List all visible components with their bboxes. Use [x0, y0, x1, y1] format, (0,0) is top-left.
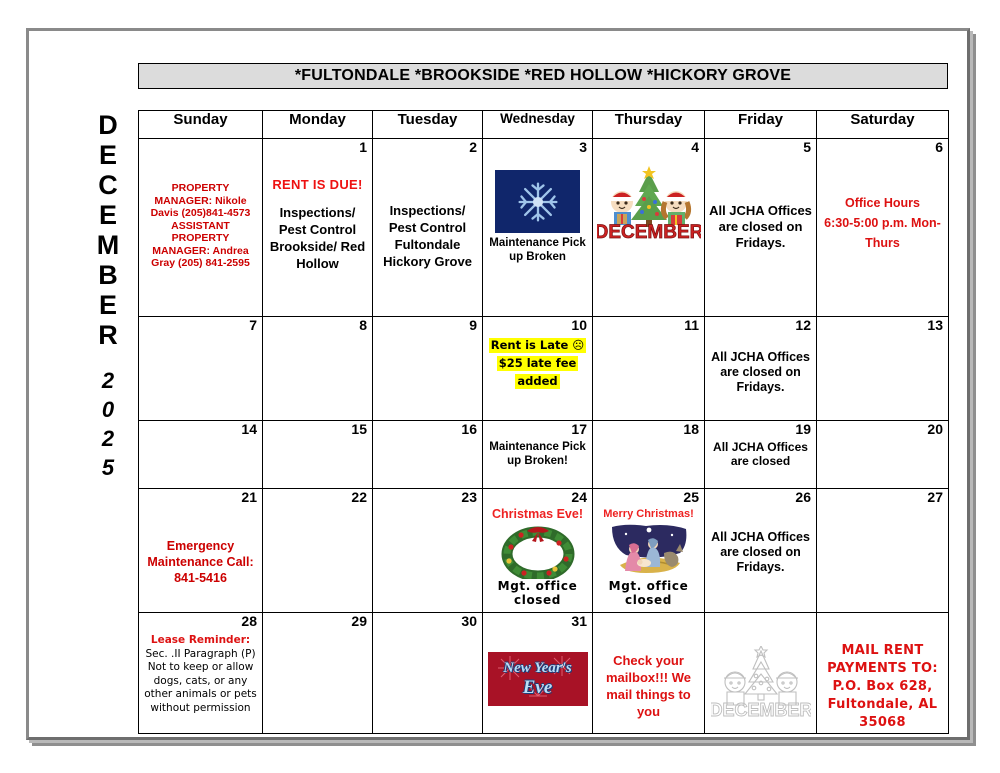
locations-banner [138, 63, 948, 89]
month-letter: E [98, 140, 117, 170]
rent-due-note: RENT IS DUE! [272, 177, 363, 192]
day-cell-19[interactable] [705, 421, 817, 489]
weekday-header-tuesday: Tuesday [373, 111, 483, 139]
calendar-week-row [139, 421, 949, 489]
day-number: 12 [795, 317, 811, 333]
lease-reminder-heading: Lease Reminder: [150, 634, 251, 646]
weekday-header-row [139, 111, 949, 139]
month-letter: M [96, 230, 120, 260]
office-closed-note: All JCHA Offices are closed on Fridays. [711, 530, 810, 574]
year-digit: 2 [101, 368, 115, 393]
day-number: 4 [691, 139, 699, 155]
december-christmas-clipart [597, 166, 701, 242]
rent-late-highlight-note [483, 334, 592, 390]
day-cell-blank-friday[interactable] [705, 613, 817, 734]
month-letter: E [98, 200, 117, 230]
month-letter: B [98, 260, 118, 290]
day-cell-26[interactable] [705, 489, 817, 613]
day-number [705, 613, 816, 630]
day-number: 17 [571, 421, 587, 437]
day-number: 28 [241, 613, 257, 629]
mgt-office-closed-note: Mgt. office closed [608, 579, 689, 607]
day-cell-empty[interactable] [139, 139, 263, 317]
property-manager-contact: PROPERTY MANAGER: Nikole Davis (205)841-4573 ASSISTANT PROPERTY MANAGER: Andrea Gray (205) 841-2595 [150, 182, 251, 269]
day-number: 24 [571, 489, 587, 505]
day-cell-10[interactable] [483, 317, 593, 421]
office-hours-note [817, 156, 948, 253]
rent-late-line-2: $25 late fee [498, 356, 577, 370]
day-cell-27[interactable] [817, 489, 949, 613]
weekday-header-thursday: Thursday [593, 111, 705, 139]
christmas-wreath-icon [497, 523, 579, 579]
day-number: 3 [579, 139, 587, 155]
day-number: 29 [351, 613, 367, 629]
day-number: 16 [461, 421, 477, 437]
day-number: 26 [795, 489, 811, 505]
maintenance-note: Maintenance Pick up Broken [489, 237, 586, 263]
day-cell-21[interactable] [139, 489, 263, 613]
month-letter: E [98, 290, 117, 320]
day-cell-blank-saturday[interactable] [817, 613, 949, 734]
day-number [593, 613, 704, 630]
day-number: 20 [927, 421, 943, 437]
day-number: 2 [469, 139, 477, 155]
day-cell-23[interactable] [373, 489, 483, 613]
snowflake-icon [495, 170, 580, 233]
day-cell-11[interactable] [593, 317, 705, 421]
day-number: 31 [571, 613, 587, 629]
emergency-maintenance-note: Emergency Maintenance Call: 841-5416 [147, 539, 254, 585]
office-closed-note: All JCHA Offices are closed [713, 440, 808, 468]
office-hours-value: 6:30-5:00 p.m. Mon-Thurs [824, 216, 941, 250]
month-letter: R [98, 320, 118, 350]
day-cell-4[interactable] [593, 139, 705, 317]
locations-banner-text: *FULTONDALE *BROOKSIDE *RED HOLLOW *HICKORY GROVE [294, 67, 792, 84]
day-cell-9[interactable] [373, 317, 483, 421]
day-cell-22[interactable] [263, 489, 373, 613]
day-cell-15[interactable] [263, 421, 373, 489]
nye-line-1: New Year's [503, 660, 572, 676]
calendar-week-row [139, 489, 949, 613]
calendar-grid [138, 110, 949, 734]
day-number: 5 [803, 139, 811, 155]
day-number: 7 [249, 317, 257, 333]
day-cell-18[interactable] [593, 421, 705, 489]
calendar-week-row [139, 317, 949, 421]
office-hours-title: Office Hours [844, 196, 920, 210]
inspection-note: Inspections/ Pest Control Fultondale Hickory Grove [383, 203, 472, 269]
nye-line-2: Eve [522, 677, 553, 698]
rent-late-line-3: added [517, 374, 558, 388]
weekday-header-saturday: Saturday [817, 111, 949, 139]
day-number: 22 [351, 489, 367, 505]
day-cell-8[interactable] [263, 317, 373, 421]
weekday-header-wednesday: Wednesday [483, 111, 593, 139]
day-number: 30 [461, 613, 477, 629]
day-cell-6[interactable] [817, 139, 949, 317]
day-cell-17[interactable] [483, 421, 593, 489]
month-letter: D [98, 110, 118, 140]
day-cell-28[interactable] [139, 613, 263, 734]
day-cell-30[interactable] [373, 613, 483, 734]
day-number: 27 [927, 489, 943, 505]
day-cell-20[interactable] [817, 421, 949, 489]
day-number: 21 [241, 489, 257, 505]
weekday-header-sunday: Sunday [139, 111, 263, 139]
maintenance-note: Maintenance Pick up Broken! [489, 441, 586, 467]
day-number: 18 [683, 421, 699, 437]
weekday-header-friday: Friday [705, 111, 817, 139]
mail-rent-payments-note: MAIL RENT PAYMENTS TO: P.O. Box 628, Fultondale, AL 35068 [827, 643, 938, 730]
day-number: 25 [683, 489, 699, 505]
day-cell-24[interactable] [483, 489, 593, 613]
day-number: 8 [359, 317, 367, 333]
weekday-header-monday: Monday [263, 111, 373, 139]
day-cell-1[interactable] [263, 139, 373, 317]
office-closed-note: All JCHA Offices are closed on Fridays. [709, 203, 812, 250]
day-cell-2[interactable] [373, 139, 483, 317]
year-digit: 2 [101, 426, 115, 451]
merry-christmas-title: Merry Christmas! [603, 508, 694, 520]
day-cell-25[interactable] [593, 489, 705, 613]
day-cell-5[interactable] [705, 139, 817, 317]
day-number [139, 139, 262, 156]
day-number: 19 [795, 421, 811, 437]
lease-reminder-body: Sec. .II Paragraph (P) Not to keep or allow dogs, cats, or any other animals or pets without permission [144, 647, 257, 714]
day-cell-16[interactable] [373, 421, 483, 489]
day-cell-29[interactable] [263, 613, 373, 734]
day-number [817, 613, 948, 630]
lease-reminder-note [139, 630, 262, 715]
new-years-eve-art-text [488, 658, 588, 698]
day-number: 1 [359, 139, 367, 155]
day-cell-31[interactable] [483, 613, 593, 734]
year-digit: 5 [101, 455, 115, 480]
nativity-scene-icon [606, 523, 692, 579]
svg-text:DECEMBER: DECEMBER [596, 222, 701, 242]
day-number: 14 [241, 421, 257, 437]
calendar-week-row [139, 139, 949, 317]
day-number: 6 [935, 139, 943, 155]
day-number: 10 [571, 317, 587, 333]
day-number: 13 [927, 317, 943, 333]
day-cell-7[interactable] [139, 317, 263, 421]
svg-text:DECEMBER: DECEMBER [710, 700, 811, 720]
day-number: 9 [469, 317, 477, 333]
december-outline-clipart [711, 646, 811, 720]
day-number: 11 [684, 317, 699, 333]
year-digit: 0 [101, 397, 115, 422]
rent-late-line-1: Rent is Late ☹ [490, 338, 585, 352]
day-cell-13[interactable] [817, 317, 949, 421]
vertical-month-year-label [84, 110, 132, 740]
check-mailbox-note: Check your mailbox!!! We mail things to you [606, 653, 691, 719]
day-number: 15 [351, 421, 367, 437]
day-cell-blank-thursday[interactable] [593, 613, 705, 734]
calendar-week-row [139, 613, 949, 734]
inspection-note: Inspections/ Pest Control Brookside/ Red Hollow [269, 204, 366, 271]
day-number: 23 [461, 489, 477, 505]
day-cell-14[interactable] [139, 421, 263, 489]
mgt-office-closed-note: Mgt. office closed [497, 579, 578, 607]
month-letter: C [98, 170, 118, 200]
day-cell-12[interactable] [705, 317, 817, 421]
day-cell-3[interactable] [483, 139, 593, 317]
new-years-eve-icon [488, 652, 588, 706]
christmas-eve-title: Christmas Eve! [491, 507, 583, 521]
office-closed-note: All JCHA Offices are closed on Fridays. [711, 350, 810, 394]
